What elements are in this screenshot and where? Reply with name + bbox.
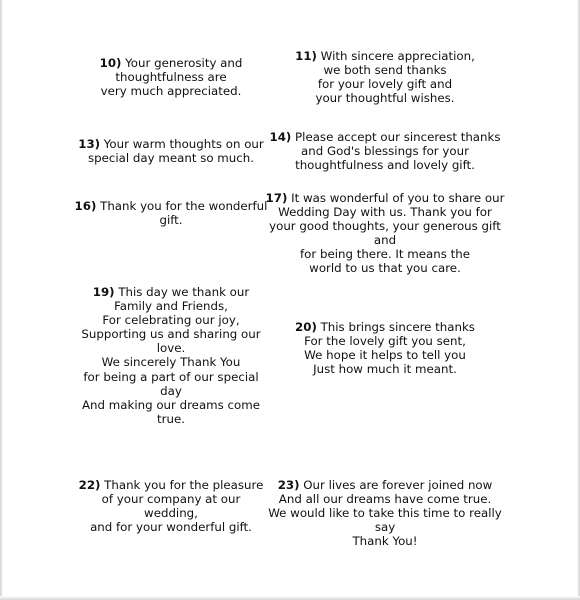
message-number: 22): [78, 478, 101, 492]
page-edge-bottom: [0, 596, 580, 600]
message-text: Thank you for the wonderful gift.: [100, 199, 268, 228]
message-text: Your warm thoughts on our special day meant so much.: [88, 137, 264, 166]
message-17: [262, 191, 508, 276]
message-10: [80, 56, 262, 98]
message-11: [290, 49, 480, 105]
message-22: [68, 478, 274, 534]
message-number: 13): [78, 137, 101, 151]
message-number: 17): [265, 191, 288, 205]
message-text: Your generosity and thoughtfulness are very much appreciated.: [100, 56, 243, 99]
message-number: 14): [269, 130, 292, 144]
message-20: [270, 320, 500, 376]
message-23: [262, 478, 508, 548]
message-text: This brings sincere thanks For the lovely gift you sent, We hope it helps to tell you Just how much it meant.: [304, 320, 475, 377]
message-number: 23): [277, 478, 300, 492]
message-number: 10): [99, 56, 122, 70]
message-14: [262, 130, 508, 172]
message-text: This day we thank our Family and Friends, For celebrating our joy, Supporting us and sharing our love. We sincerely Thank You for being a part of our special day And making our dreams come true.: [81, 285, 261, 426]
message-text: With sincere appreciation, we both send thanks for your lovely gift and your thoughtful wishes.: [315, 49, 475, 106]
message-number: 19): [92, 285, 115, 299]
message-19: [68, 285, 274, 426]
message-text: Thank you for the pleasure of your company at our wedding, and for your wonderful gift.: [90, 478, 264, 535]
message-number: 11): [295, 49, 317, 63]
page-edge-left: [0, 0, 3, 600]
message-16: [66, 199, 276, 227]
message-number: 16): [74, 199, 97, 213]
message-text: It was wonderful of you to share our Wedding Day with us. Thank you for your good thoughts, your generous gift and for being there. It means the world to us that you care.: [269, 191, 505, 276]
message-text: Our lives are forever joined now And all our dreams have come true. We would like to take this time to really say Thank You!: [268, 478, 502, 549]
message-number: 20): [295, 320, 317, 334]
message-13: [68, 137, 274, 165]
message-text: Please accept our sincerest thanks and God's blessings for your thoughtfulness and lovely gift.: [295, 130, 501, 173]
